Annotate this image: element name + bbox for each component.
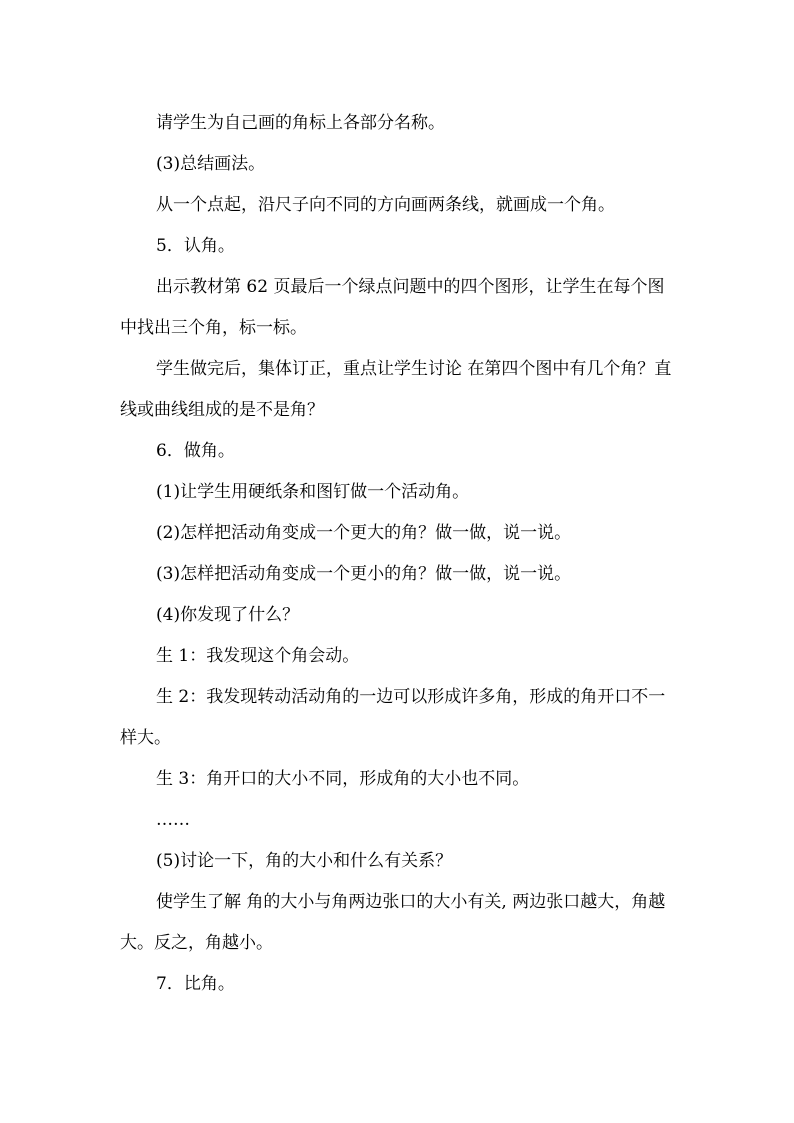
paragraph: 生 1：我发现这个角会动。 xyxy=(156,646,360,666)
paragraph: 从一个点起，沿尺子向不同的方向画两条线，就画成一个角。 xyxy=(156,195,615,215)
paragraph: 使学生了解 角的大小与角两边张口的大小有关, 两边张口越大，角越大。反之，角越小。 xyxy=(120,892,666,953)
paragraph: (3)总结画法。 xyxy=(156,154,266,174)
paragraph: 请学生为自己画的角标上各部分名称。 xyxy=(156,113,445,133)
paragraph: 学生做完后，集体订正，重点让学生讨论 在第四个图中有几个角？直线或曲线组成的是不是角？ xyxy=(120,359,672,420)
paragraph: 生 2：我发现转动活动角的一边可以形成许多角，形成的角开口不一样大。 xyxy=(120,687,666,748)
paragraph: 7．比角。 xyxy=(156,974,235,994)
paragraph: 生 3：角开口的大小不同，形成角的大小也不同。 xyxy=(156,769,530,789)
paragraph: (5)讨论一下，角的大小和什么有关系？ xyxy=(156,851,453,871)
paragraph: …… xyxy=(156,810,190,830)
paragraph: 6．做角。 xyxy=(156,441,235,461)
paragraph: 5．认角。 xyxy=(156,236,235,256)
paragraph: (3)怎样把活动角变成一个更小的角？做一做，说一说。 xyxy=(156,564,572,584)
paragraph: (4)你发现了什么？ xyxy=(156,605,300,625)
paragraph: 出示教材第 62 页最后一个绿点问题中的四个图形，让学生在每个图中找出三个角，标一标。 xyxy=(120,277,665,338)
paragraph: (2)怎样把活动角变成一个更大的角？做一做，说一说。 xyxy=(156,523,572,543)
paragraph: (1)让学生用硬纸条和图钉做一个活动角。 xyxy=(156,482,470,502)
